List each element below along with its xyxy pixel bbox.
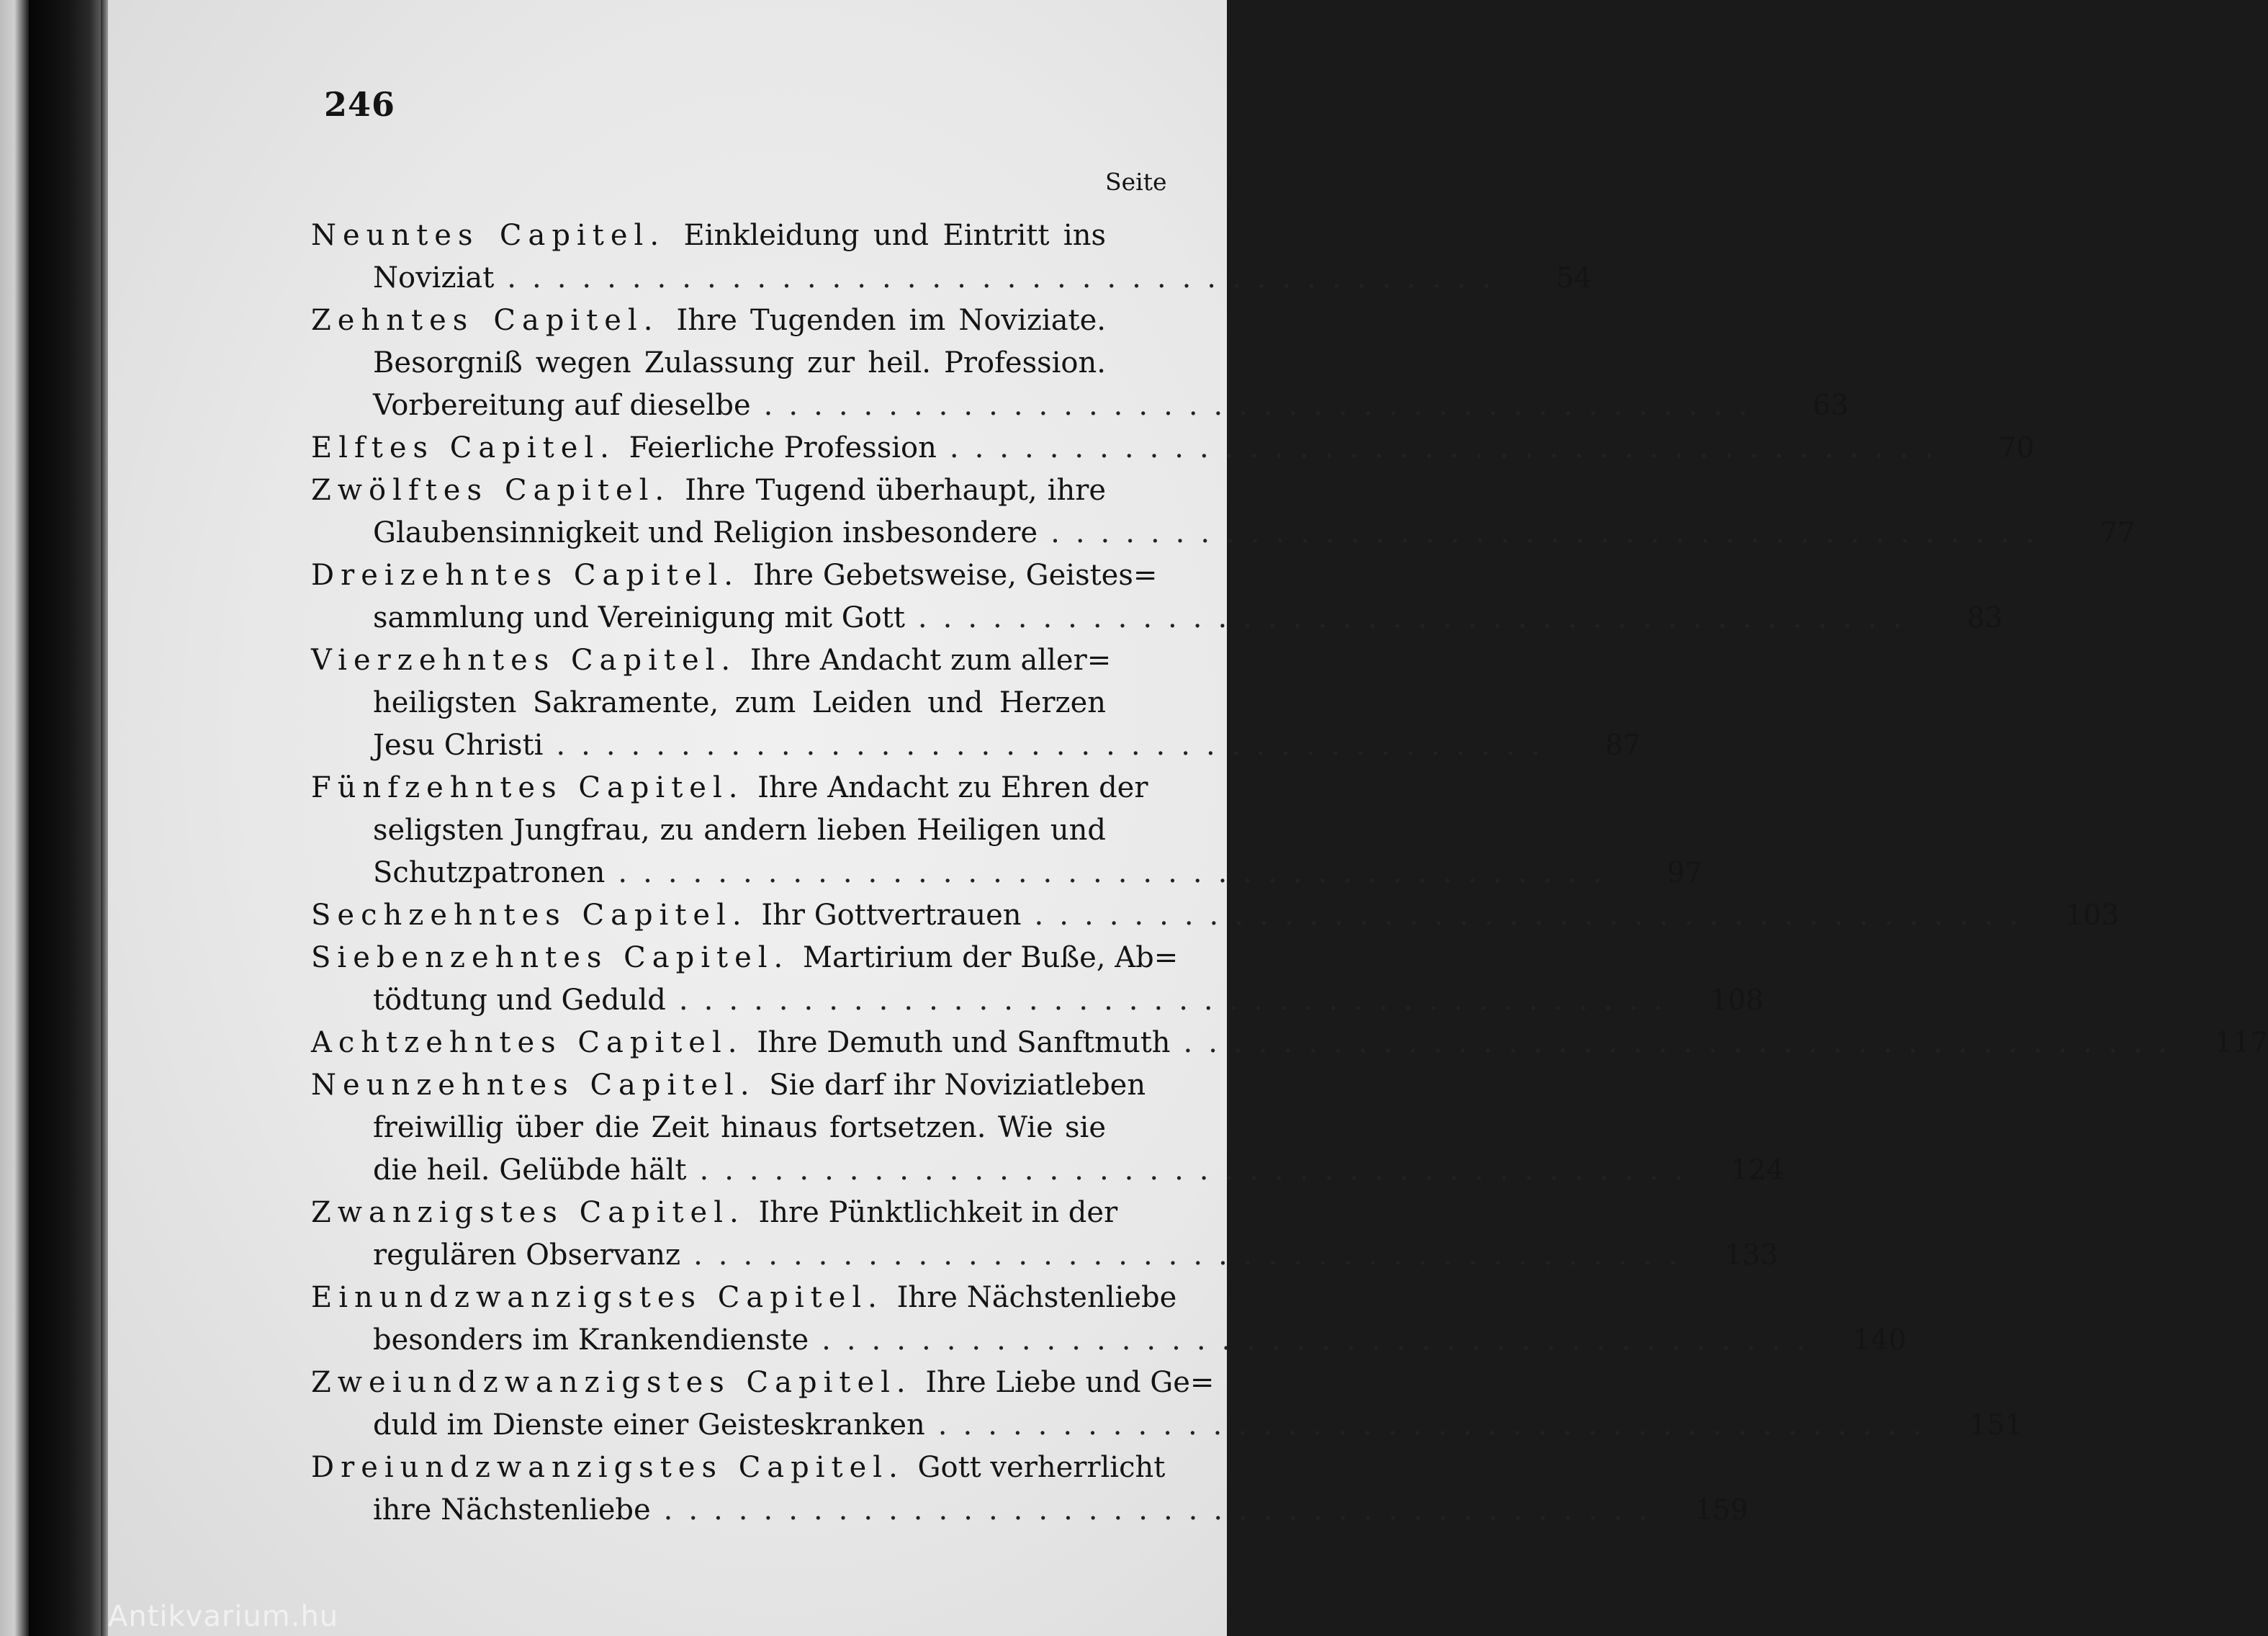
chapter-description: seligsten Jungfrau, zu andern lieben Heiligen und: [373, 814, 1106, 847]
chapter-description: Ihre Liebe und Ge=: [925, 1366, 1215, 1399]
chapter-description: Ihre Tugend überhaupt, ihre: [685, 474, 1107, 507]
toc-entry-line: [311, 1107, 1132, 1149]
chapter-title: Zwanzigstes Capitel.: [311, 1196, 745, 1229]
chapter-description: ihre Nächstenliebe: [373, 1493, 651, 1527]
dot-leaders: ........................................: [763, 389, 1764, 422]
toc-entry-last-line: [311, 427, 2035, 469]
chapter-description: Feierliche Profession: [629, 431, 937, 464]
toc-entry: [311, 300, 1849, 427]
toc-entry: [311, 1447, 1749, 1532]
chapter-description: Martirium der Buße, Ab=: [803, 941, 1179, 974]
dot-leaders: ........................................: [556, 729, 1556, 762]
chapter-description: Glaubensinnigkeit und Religion insbesondere: [373, 516, 1038, 549]
page-reference: 77: [2100, 517, 2136, 549]
chapter-title: Dreiundzwanzigstes Capitel.: [311, 1451, 904, 1484]
chapter-title: Einundzwanzigstes Capitel.: [311, 1281, 883, 1314]
dot-leaders: ........................................: [1050, 516, 2051, 549]
page-reference: 97: [1667, 857, 1703, 889]
toc-entry-last-line: [311, 597, 2003, 639]
page-reference: 83: [1966, 602, 2003, 634]
chapter-title: Dreizehntes Capitel.: [311, 559, 740, 592]
toc-entry-line: [311, 469, 1132, 512]
toc-entry-last-line: [311, 385, 1849, 427]
chapter-description: Einkleidung und Eintritt ins: [683, 219, 1106, 252]
book-page: [108, 0, 2268, 1636]
dot-leaders: ........................................: [699, 1154, 1700, 1187]
chapter-title: Siebenzehntes Capitel.: [311, 941, 790, 974]
toc-entry-line: [311, 639, 1132, 682]
toc-entry-line: [311, 554, 1158, 597]
toc-entry-line: [311, 300, 1132, 342]
toc-entry-last-line: [311, 1319, 1907, 1362]
toc-entry-last-line: [311, 724, 1641, 767]
toc-entry: [311, 1362, 2023, 1447]
toc-entry-line: [311, 1064, 1146, 1107]
toc-entry-line: [311, 215, 1132, 257]
toc-entry-line: [311, 1447, 1166, 1489]
chapter-description: heiligsten Sakramente, zum Leiden und Herzen: [373, 686, 1106, 719]
chapter-description: Noviziat: [373, 261, 495, 295]
chapter-title: Fünfzehntes Capitel.: [311, 771, 744, 804]
chapter-description: Ihre Tugenden im Noviziate.: [676, 304, 1106, 337]
page-reference: 151: [1968, 1409, 2023, 1442]
page-reference: 108: [1710, 984, 1764, 1017]
toc-entry: [311, 469, 2136, 554]
chapter-description: Ihre Pünktlichkeit in der: [758, 1196, 1118, 1229]
toc-entry-line: [311, 937, 1179, 979]
chapter-description: Gott verherrlicht: [917, 1451, 1166, 1484]
page-reference: 70: [1998, 432, 2035, 464]
chapter-title: Neunzehntes Capitel.: [311, 1069, 756, 1102]
table-of-contents: [311, 215, 2268, 1532]
toc-entry-last-line: [311, 1022, 2268, 1064]
chapter-description: die heil. Gelübde hält: [373, 1154, 687, 1187]
dot-leaders: ........................................: [678, 984, 1679, 1017]
toc-entry-last-line: [311, 1149, 1785, 1192]
toc-entry-last-line: [311, 257, 1592, 300]
chapter-description: Sie darf ihr Noviziatleben: [769, 1069, 1146, 1102]
chapter-title: Elftes Capitel.: [311, 431, 616, 464]
toc-entry-last-line: [311, 1404, 2023, 1447]
dot-leaders: ........................................: [693, 1239, 1693, 1272]
page-reference: 87: [1605, 729, 1641, 762]
page-reference: 140: [1853, 1324, 1907, 1357]
toc-entry-line: [311, 342, 1132, 385]
toc-entry: [311, 1277, 1907, 1362]
toc-entry: [311, 1022, 2268, 1064]
chapter-description: Ihre Andacht zum aller=: [750, 644, 1112, 677]
chapter-description: Vorbereitung auf dieselbe: [373, 389, 751, 422]
dot-leaders: ........................................: [507, 261, 1507, 295]
chapter-description: Ihre Andacht zu Ehren der: [757, 771, 1148, 804]
page-reference: 103: [2065, 899, 2120, 932]
book-spine: [29, 0, 101, 1636]
toc-entry: [311, 639, 1641, 767]
toc-entry-line: [311, 767, 1148, 809]
toc-entry-last-line: [311, 1489, 1749, 1532]
toc-entry: [311, 894, 2120, 937]
toc-entry: [311, 215, 1592, 300]
toc-entry-line: [311, 682, 1132, 724]
chapter-title: Zehntes Capitel.: [311, 304, 660, 337]
chapter-description: besonders im Krankendienste: [373, 1323, 809, 1357]
toc-entry: [311, 554, 2003, 639]
chapter-title: Neuntes Capitel.: [311, 219, 666, 252]
chapter-description: Schutzpatronen: [373, 856, 606, 889]
dot-leaders: ........................................: [1183, 1026, 2184, 1059]
dot-leaders: ........................................: [822, 1323, 1822, 1357]
dot-leaders: ........................................: [917, 601, 1918, 634]
chapter-description: Jesu Christi: [373, 729, 544, 762]
toc-entry-last-line: [311, 979, 1764, 1022]
page-reference: 133: [1724, 1239, 1778, 1272]
page-reference: 159: [1694, 1494, 1749, 1527]
page-column-label: Seite: [1105, 168, 1167, 196]
chapter-title: Achtzehntes Capitel.: [311, 1026, 744, 1059]
chapter-description: Ihr Gottvertrauen: [761, 899, 1022, 932]
chapter-title: Zweiundzwanzigstes Capitel.: [311, 1366, 912, 1399]
watermark: Antikvarium.hu: [108, 1600, 339, 1633]
chapter-description: duld im Dienste einer Geisteskranken: [373, 1408, 925, 1442]
toc-entry-last-line: [311, 1234, 1778, 1277]
chapter-description: Ihre Gebetsweise, Geistes=: [752, 559, 1158, 592]
chapter-title: Vierzehntes Capitel.: [311, 644, 737, 677]
dot-leaders: ........................................: [949, 431, 1950, 464]
page-reference: 63: [1812, 390, 1849, 422]
chapter-description: tödtung und Geduld: [373, 984, 666, 1017]
chapter-description: Besorgniß wegen Zulassung zur heil. Profession.: [373, 346, 1106, 379]
chapter-title: Sechzehntes Capitel.: [311, 899, 748, 932]
toc-entry: [311, 767, 1703, 894]
toc-entry: [311, 427, 2035, 469]
dot-leaders: ........................................: [618, 856, 1618, 889]
page-reference: 54: [1556, 262, 1592, 295]
toc-entry-last-line: [311, 852, 1703, 894]
toc-entry: [311, 937, 1764, 1022]
chapter-description: Ihre Demuth und Sanftmuth: [757, 1026, 1171, 1059]
page-reference: 117: [2214, 1027, 2268, 1059]
chapter-title: Zwölftes Capitel.: [311, 474, 671, 507]
page-number: 246: [324, 85, 396, 124]
toc-entry-line: [311, 809, 1132, 852]
toc-entry-line: [311, 1277, 1177, 1319]
toc-entry-line: [311, 1192, 1132, 1234]
chapter-description: Ihre Nächstenliebe: [896, 1281, 1177, 1314]
chapter-description: regulären Observanz: [373, 1239, 681, 1272]
toc-entry: [311, 1064, 1785, 1192]
dot-leaders: ........................................: [1034, 899, 2035, 932]
toc-entry-last-line: [311, 894, 2120, 937]
chapter-description: sammlung und Vereinigung mit Gott: [373, 601, 905, 634]
dot-leaders: ........................................: [663, 1493, 1664, 1527]
dot-leaders: ........................................: [937, 1408, 1938, 1442]
toc-entry-last-line: [311, 512, 2136, 554]
toc-entry: [311, 1192, 1778, 1277]
chapter-description: freiwillig über die Zeit hinaus fortsetzen. Wie sie: [373, 1111, 1106, 1144]
toc-entry-line: [311, 1362, 1215, 1404]
page-reference: 124: [1730, 1154, 1785, 1187]
